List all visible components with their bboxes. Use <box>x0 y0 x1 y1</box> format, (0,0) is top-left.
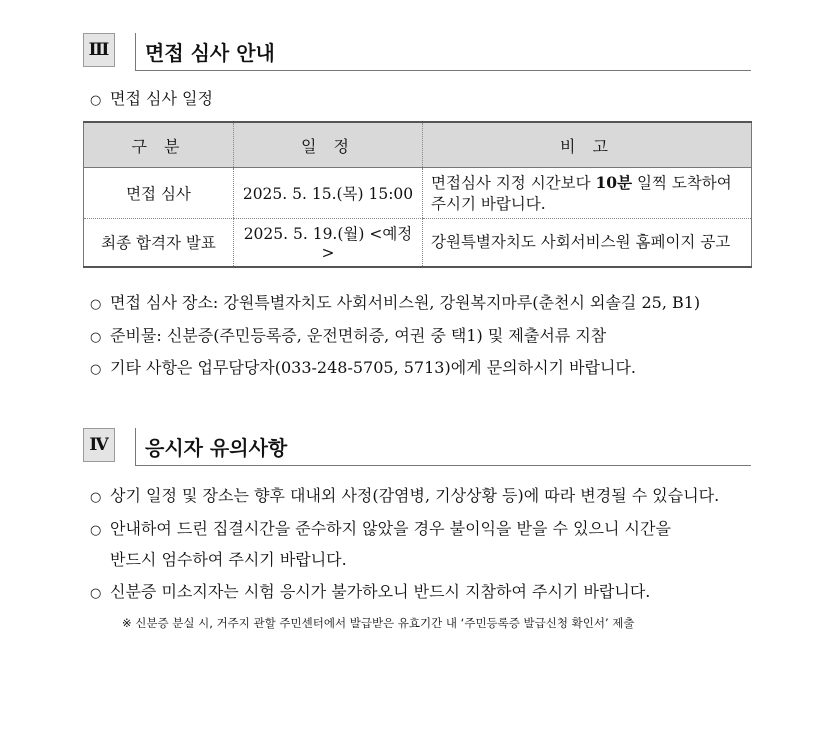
table-cell-category: 최종 합격자 발표 <box>84 219 234 267</box>
section-3-number: Ⅲ <box>83 33 115 67</box>
table-cell-note: 면접심사 지정 시간보다 10분 일찍 도착하여 주시기 바랍니다. <box>423 168 752 219</box>
table-row <box>84 168 752 219</box>
section-4-number: Ⅳ <box>83 428 115 462</box>
table-row <box>84 219 752 267</box>
header-divider <box>135 428 136 466</box>
table-header-cell: 일 정 <box>234 122 423 168</box>
table-cell-date: 2025. 5. 19.(월) <예정> <box>234 219 423 267</box>
bold-duration: 10분 <box>595 172 633 192</box>
section-4-header <box>83 428 751 466</box>
table-cell-category: 면접 심사 <box>84 168 234 219</box>
table-header-cell: 구 분 <box>84 122 234 168</box>
table-header-row <box>84 122 752 168</box>
header-underline <box>135 70 751 71</box>
interview-schedule-table <box>83 121 752 268</box>
schedule-subheading: ○ 면접 심사 일정 <box>90 88 213 112</box>
list-item-continuation: 반드시 엄수하여 주시기 바랍니다. <box>110 550 347 569</box>
section-3-header <box>83 33 751 71</box>
bullet-mark: ○ <box>90 93 102 108</box>
table-cell-note: 강원특별자치도 사회서비스원 홈페이지 공고 <box>423 219 752 267</box>
list-item: ○ 준비물: 신분증(주민등록증, 운전면허증, 여권 중 택1) 및 제출서류 지참 <box>90 326 607 345</box>
section-4-title: 응시자 유의사항 <box>145 436 288 460</box>
list-item: ○ 기타 사항은 업무담당자(033-248-5705, 5713)에게 문의하시기 바랍니다. <box>90 358 636 377</box>
header-underline <box>135 465 751 466</box>
table-header-cell: 비 고 <box>423 122 752 168</box>
section-3-title: 면접 심사 안내 <box>145 41 275 65</box>
list-item: ○ 면접 심사 장소: 강원특별자치도 사회서비스원, 강원복지마루(춘천시 외솔길 25, B1) <box>90 293 701 312</box>
id-note: ※ 신분증 분실 시, 거주지 관할 주민센터에서 발급받은 유효기간 내 ‘주민등록증 발급신청 확인서’ 제출 <box>122 616 635 630</box>
header-divider <box>135 33 136 71</box>
list-item: ○ 상기 일정 및 장소는 향후 대내외 사정(감염병, 기상상황 등)에 따라 변경될 수 있습니다. <box>90 486 720 505</box>
table-cell-date: 2025. 5. 15.(목) 15:00 <box>234 168 423 219</box>
list-item: ○ 안내하여 드린 집결시간을 준수하지 않았을 경우 불이익을 받을 수 있으니 시간을 <box>90 519 671 538</box>
list-item: ○ 신분증 미소지자는 시험 응시가 불가하오니 반드시 지참하여 주시기 바랍니다. <box>90 582 651 601</box>
